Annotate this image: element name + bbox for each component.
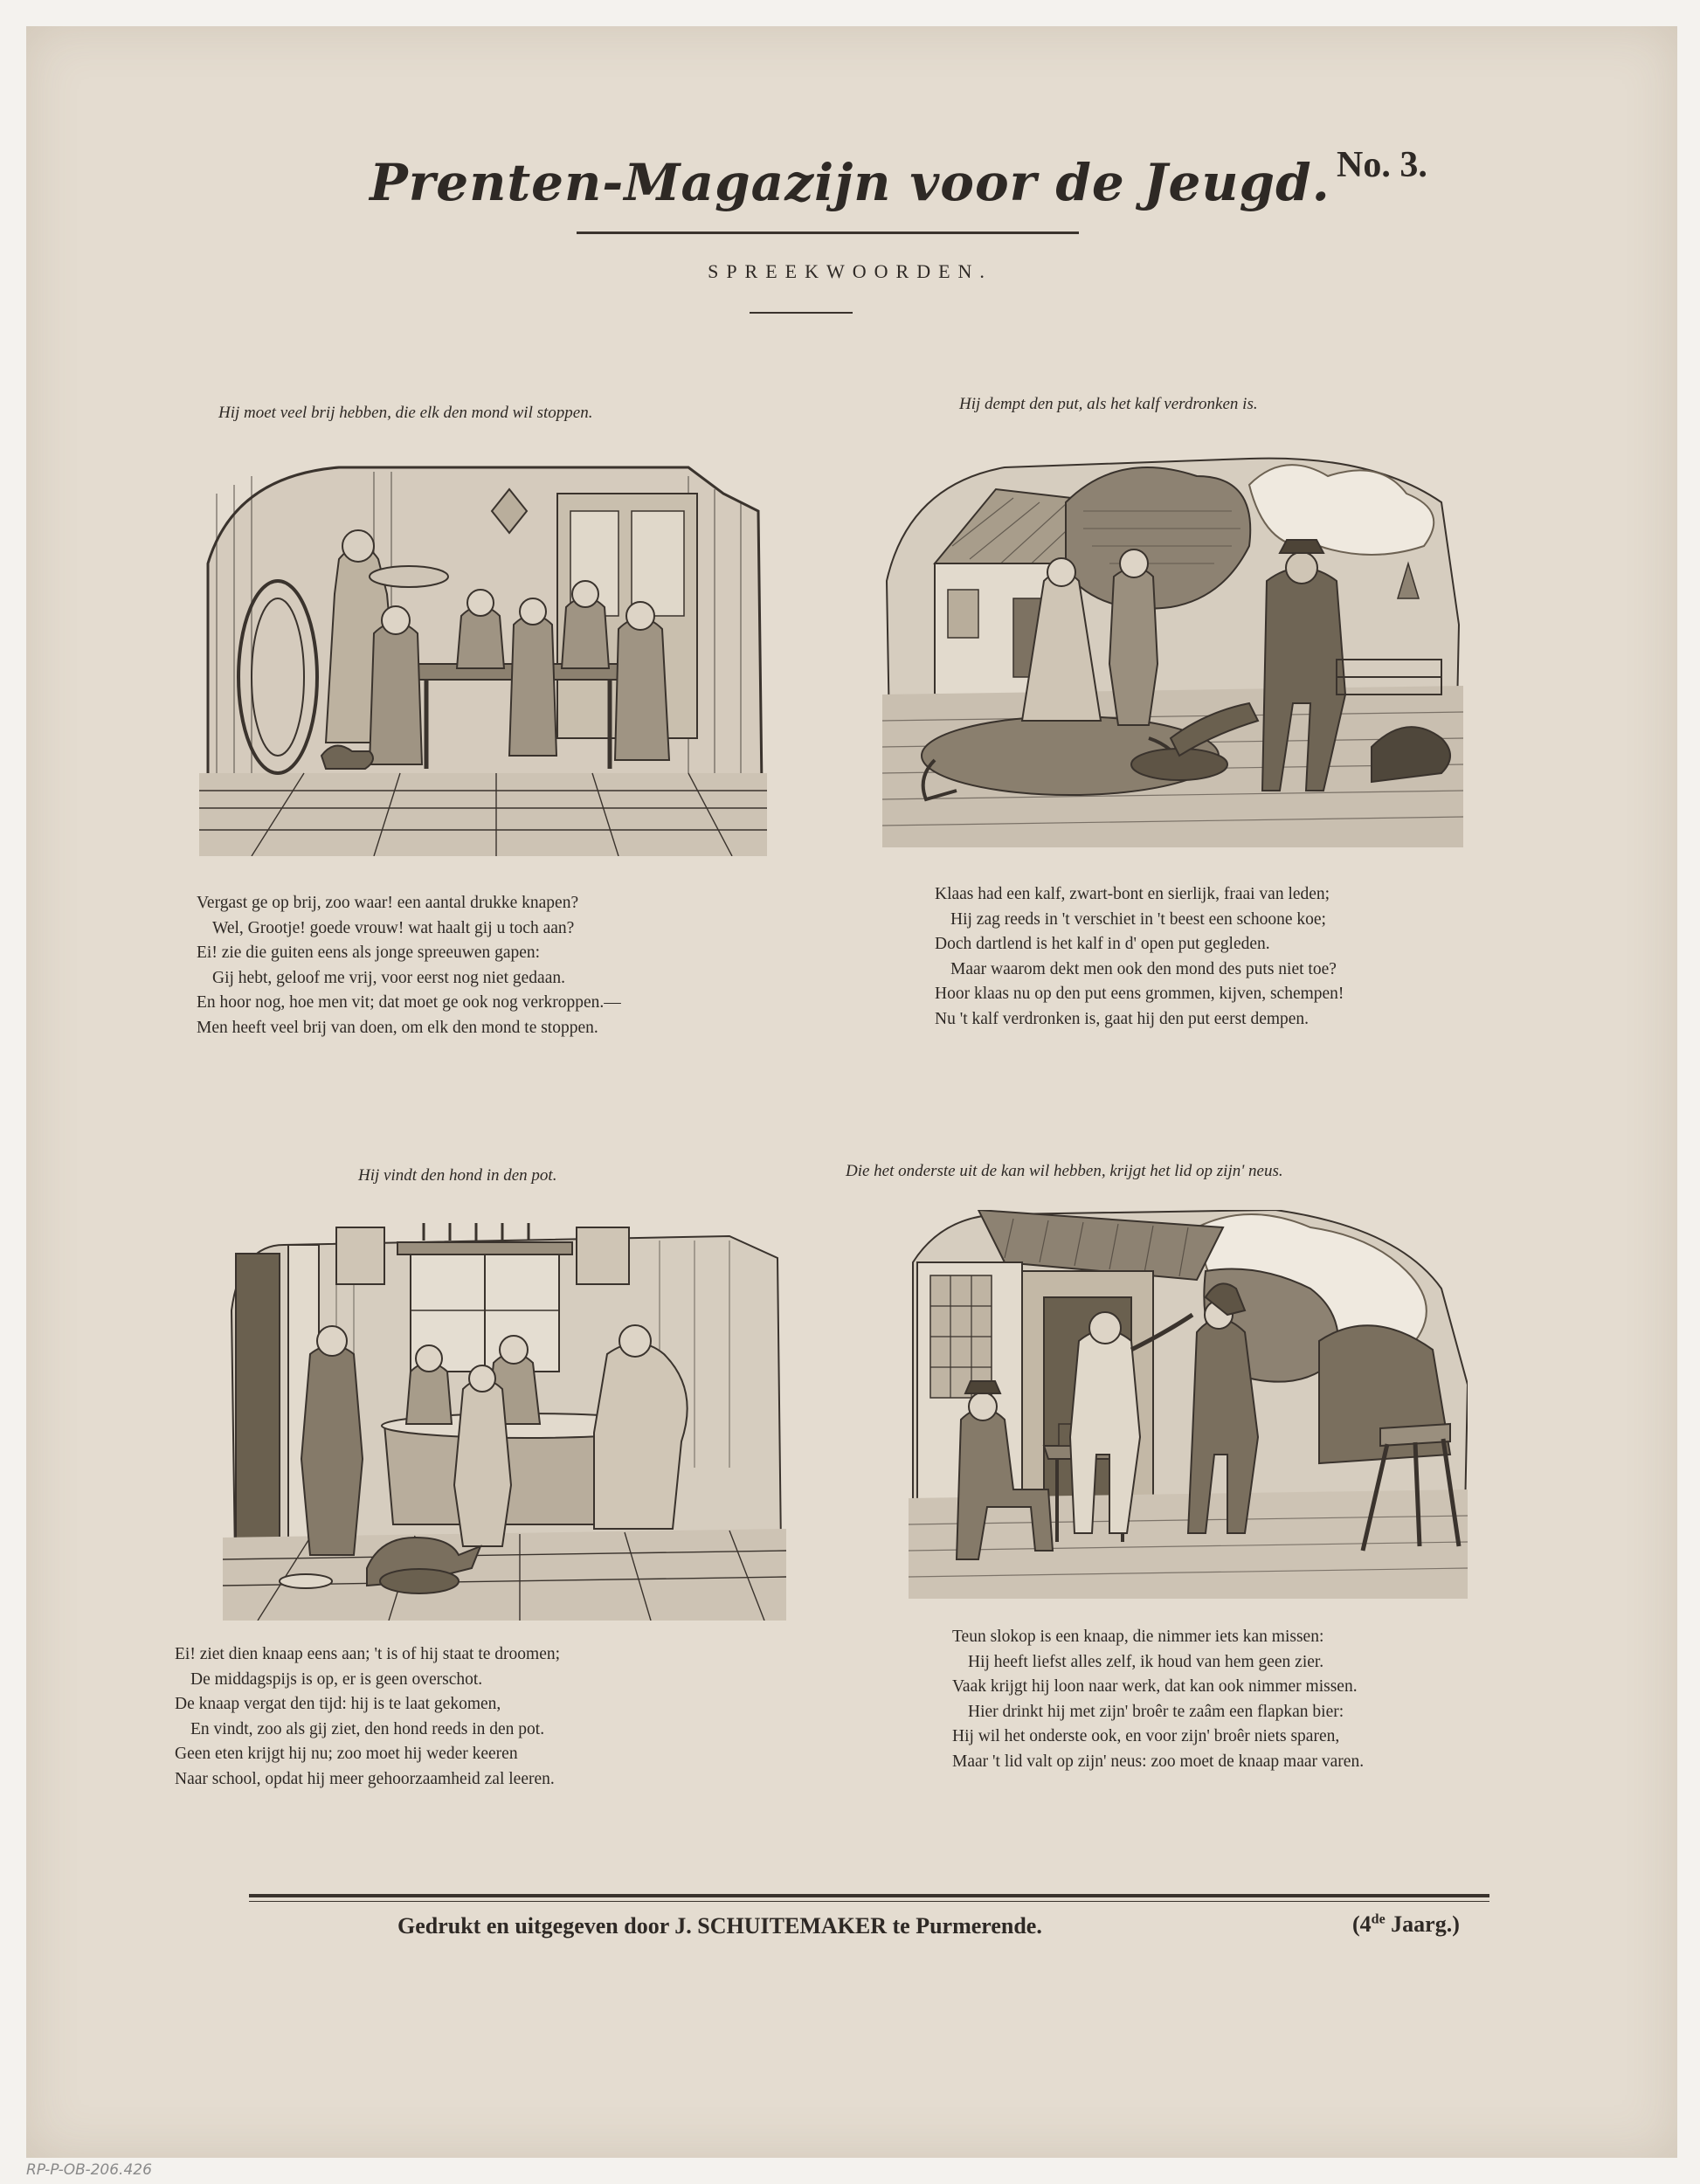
engraving-3-dog-in-pot bbox=[223, 1223, 786, 1621]
subtitle: SPREEKWOORDEN. bbox=[708, 260, 992, 282]
verse-3-line-3: De knaap vergat den tijd: hij is te laat gekomen, bbox=[175, 1695, 501, 1713]
caption-2: Hij dempt den put, als het kalf verdronken is. bbox=[959, 395, 1258, 413]
verse-1 bbox=[197, 891, 621, 1040]
caption-1: Hij moet veel brij hebben, die elk den mond wil stoppen. bbox=[218, 404, 593, 422]
verse-4-line-4: Hier drinkt hij met zijn' broêr te zaâm een flapkan bier: bbox=[968, 1702, 1344, 1721]
verse-3 bbox=[175, 1642, 560, 1792]
verse-1-line-6: Men heeft veel brij van doen, om elk den mond te stoppen. bbox=[197, 1018, 598, 1037]
footer-rule-thick bbox=[249, 1894, 1489, 1897]
verse-1-line-5: En hoor nog, hoe men vit; dat moet ge ook nog verkroppen.— bbox=[197, 993, 621, 1012]
verse-4-line-3: Vaak krijgt hij loon naar werk, dat kan ook nimmer missen. bbox=[952, 1677, 1358, 1696]
verse-4-line-6: Maar 't lid valt op zijn' neus: zoo moet de knaap maar varen. bbox=[952, 1752, 1365, 1771]
verse-3-line-4: En vindt, zoo als gij ziet, den hond reeds in den pot. bbox=[190, 1719, 545, 1738]
verse-1-line-2: Wel, Grootje! goede vrouw! wat haalt gij u toch aan? bbox=[212, 918, 575, 937]
verse-4-line-5: Hij wil het onderste ook, en voor zijn' broêr niets sparen, bbox=[952, 1727, 1340, 1745]
engraving-4-jug-drinker bbox=[909, 1210, 1468, 1599]
caption-4: Die het onderste uit de kan wil hebben, krijgt het lid op zijn' neus. bbox=[846, 1162, 1283, 1180]
verse-2-line-5: Hoor klaas nu op den put eens grommen, kijven, schempen! bbox=[935, 985, 1344, 1003]
verse-2-line-2: Hij zag reeds in 't verschiet in 't beest een schoone koe; bbox=[950, 909, 1326, 929]
issue-number: No. 3. bbox=[1337, 145, 1427, 185]
verse-3-line-1: Ei! ziet dien knaap eens aan; 't is of hij staat te droomen; bbox=[175, 1645, 561, 1663]
verse-1-line-3: Ei! zie die guiten eens als jonge spreeuwen gapen: bbox=[197, 943, 541, 962]
inventory-number: RP-P-OB-206.426 bbox=[26, 2161, 152, 2179]
imprint: Gedrukt en uitgegeven door J. SCHUITEMAKER te Purmerende. bbox=[397, 1913, 1042, 1939]
footer-rule-thin bbox=[249, 1901, 1489, 1902]
verse-2-line-4: Maar waarom dekt men ook den mond des puts niet toe? bbox=[950, 959, 1337, 978]
volume-year-sup: de bbox=[1371, 1911, 1386, 1927]
caption-3: Hij vindt den hond in den pot. bbox=[358, 1166, 557, 1185]
verse-4-line-2: Hij heeft liefst alles zelf, ik houd van hem geen zier. bbox=[968, 1652, 1324, 1671]
verse-1-line-1: Vergast ge op brij, zoo waar! een aantal drukke knapen? bbox=[197, 894, 579, 912]
volume-year-open: (4 bbox=[1352, 1911, 1372, 1937]
engraving-2-calf-in-well bbox=[882, 450, 1463, 847]
volume-year-close: Jaarg.) bbox=[1385, 1911, 1460, 1937]
verse-3-line-5: Geen eten krijgt hij nu; zoo moet hij weder keeren bbox=[175, 1745, 518, 1763]
verse-2-line-3: Doch dartlend is het kalf in d' open put gegleden. bbox=[935, 935, 1270, 953]
title-rule bbox=[577, 232, 1079, 234]
verse-2 bbox=[935, 882, 1344, 1032]
verse-3-line-2: De middagspijs is op, er is geen overschot. bbox=[190, 1669, 483, 1689]
verse-4 bbox=[952, 1625, 1364, 1774]
subtitle-flourish bbox=[750, 312, 853, 314]
verse-2-line-6: Nu 't kalf verdronken is, gaat hij den put eerst dempen. bbox=[935, 1009, 1310, 1028]
verse-1-line-4: Gij hebt, geloof me vrij, voor eerst nog niet gedaan. bbox=[212, 968, 565, 987]
print-sheet bbox=[26, 26, 1677, 2158]
verse-4-line-1: Teun slokop is een knaap, die nimmer iets kan missen: bbox=[952, 1628, 1324, 1646]
verse-2-line-1: Klaas had een kalf, zwart-bont en sierlijk, fraai van leden; bbox=[935, 885, 1330, 903]
volume-year bbox=[1352, 1911, 1460, 1938]
engraving-1-family-meal bbox=[199, 459, 767, 856]
page-title: Prenten-Magazijn voor de Jeugd. bbox=[370, 153, 1330, 212]
verse-3-line-6: Naar school, opdat hij meer gehoorzaamheid zal leeren. bbox=[175, 1769, 555, 1788]
